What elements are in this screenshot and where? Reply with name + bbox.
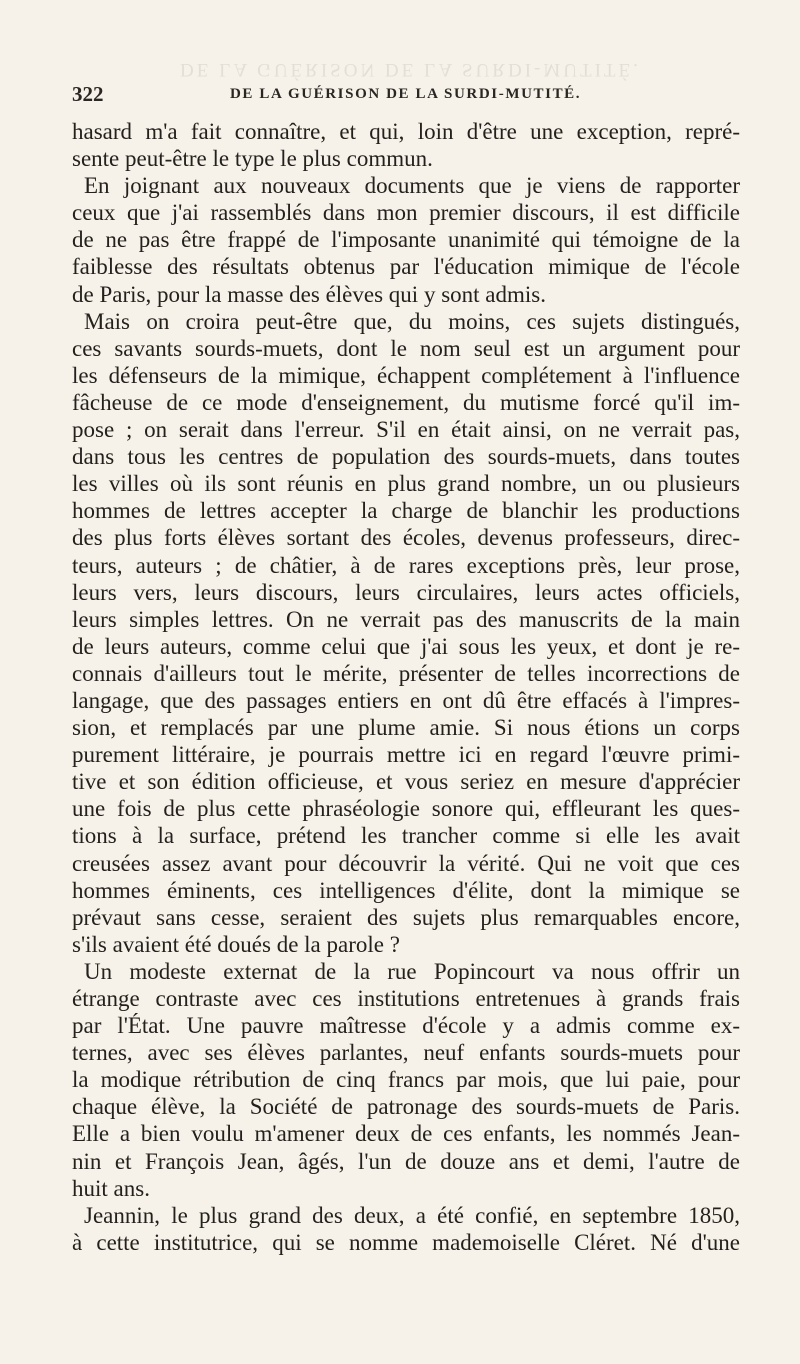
text-line: de leurs auteurs, comme celui que j'ai sous les yeux, et dont je re- — [72, 633, 740, 659]
text-line: leurs simples lettres. On ne verrait pas des manuscrits de la main — [72, 606, 740, 632]
text-line: leurs vers, leurs discours, leurs circulaires, leurs actes officiels, — [72, 579, 740, 605]
text-line: par l'État. Une pauvre maîtresse d'école y a admis comme ex- — [72, 1013, 740, 1039]
bleed-through-text: DE LA GUÉRISON DE LA SURDI-MUTITÉ. — [180, 59, 641, 80]
text-line: Mais on croira peut-être que, du moins, ces sujets distingués, — [84, 308, 740, 334]
text-line: ternes, avec ses élèves parlantes, neuf enfants sourds-muets pour — [72, 1040, 740, 1066]
text-line: à cette institutrice, qui se nomme mademoiselle Cléret. Né d'une — [72, 1229, 740, 1255]
text-line: purement littéraire, je pourrais mettre ici en regard l'œuvre primi- — [72, 742, 740, 768]
text-line: de Paris, pour la masse des élèves qui y sont admis. — [72, 281, 546, 307]
text-line: prévaut sans cesse, seraient des sujets plus remarquables encore, — [72, 904, 740, 930]
text-line: une fois de plus cette phraséologie sonore qui, effleurant les ques- — [72, 796, 740, 822]
text-line: tions à la surface, prétend les trancher comme si elle les avait — [72, 823, 740, 849]
text-line: En joignant aux nouveaux documents que je viens de rapporter — [84, 173, 740, 199]
text-line: les défenseurs de la mimique, échappent complétement à l'influence — [72, 362, 740, 388]
text-line: chaque élève, la Société de patronage des sourds-muets de Paris. — [72, 1094, 740, 1120]
text-line: les villes où ils sont réunis en plus grand nombre, un ou plusieurs — [72, 471, 740, 497]
text-line: s'ils avaient été doués de la parole ? — [72, 931, 400, 957]
page-number: 322 — [72, 82, 104, 106]
text-line: ces savants sourds-muets, dont le nom seul est un argument pour — [72, 335, 740, 361]
text-line: hommes de lettres accepter la charge de blanchir les productions — [72, 498, 740, 524]
text-line: Un modeste externat de la rue Popincourt va nous offrir un — [84, 958, 740, 984]
text-line: ceux que j'ai rassemblés dans mon premier discours, il est difficile — [72, 200, 740, 226]
text-line: teurs, auteurs ; de châtier, à de rares exceptions près, leur prose, — [72, 552, 740, 578]
text-line: hasard m'a fait connaître, et qui, loin d'être une exception, repré- — [72, 119, 740, 144]
text-line: dans tous les centres de population des sourds-muets, dans toutes — [72, 444, 740, 470]
text-line: nin et François Jean, âgés, l'un de douze ans et demi, l'autre de — [72, 1148, 740, 1174]
text-line: langage, que des passages entiers en ont dû être effacés à l'impres- — [72, 687, 740, 713]
text-line: Elle a bien voulu m'amener deux de ces enfants, les nommés Jean- — [72, 1121, 740, 1147]
text-line: sion, et remplacés par une plume amie. Si nous étions un corps — [72, 715, 740, 741]
text-line: connais d'ailleurs tout le mérite, présenter de telles incorrections de — [72, 660, 740, 686]
body-text — [72, 118, 740, 1256]
text-line: faiblesse des résultats obtenus par l'éducation mimique de l'école — [72, 254, 740, 280]
text-line: sente peut-être le type le plus commun. — [72, 146, 433, 172]
text-line: la modique rétribution de cinq francs par mois, que lui paie, pour — [72, 1067, 740, 1093]
page-header — [72, 82, 740, 106]
text-line: hommes éminents, ces intelligences d'élite, dont la mimique se — [72, 877, 740, 903]
running-head: DE LA GUÉRISON DE LA SURDI-MUTITÉ. — [230, 86, 582, 102]
text-line: des plus forts élèves sortant des écoles, devenus professeurs, direc- — [72, 525, 740, 551]
text-line: creusées assez avant pour découvrir la vérité. Qui ne voit que ces — [72, 850, 740, 876]
text-line: pose ; on serait dans l'erreur. S'il en était ainsi, on ne verrait pas, — [72, 417, 740, 443]
text-line: huit ans. — [72, 1175, 150, 1201]
text-line: étrange contraste avec ces institutions entretenues à grands frais — [72, 986, 740, 1011]
text-line: de ne pas être frappé de l'imposante unanimité qui témoigne de la — [72, 227, 740, 253]
text-line: tive et son édition officieuse, et vous seriez en mesure d'apprécier — [72, 769, 740, 795]
text-line: Jeannin, le plus grand des deux, a été confié, en septembre 1850, — [84, 1202, 740, 1228]
text-line: fâcheuse de ce mode d'enseignement, du mutisme forcé qu'il im- — [72, 389, 740, 415]
